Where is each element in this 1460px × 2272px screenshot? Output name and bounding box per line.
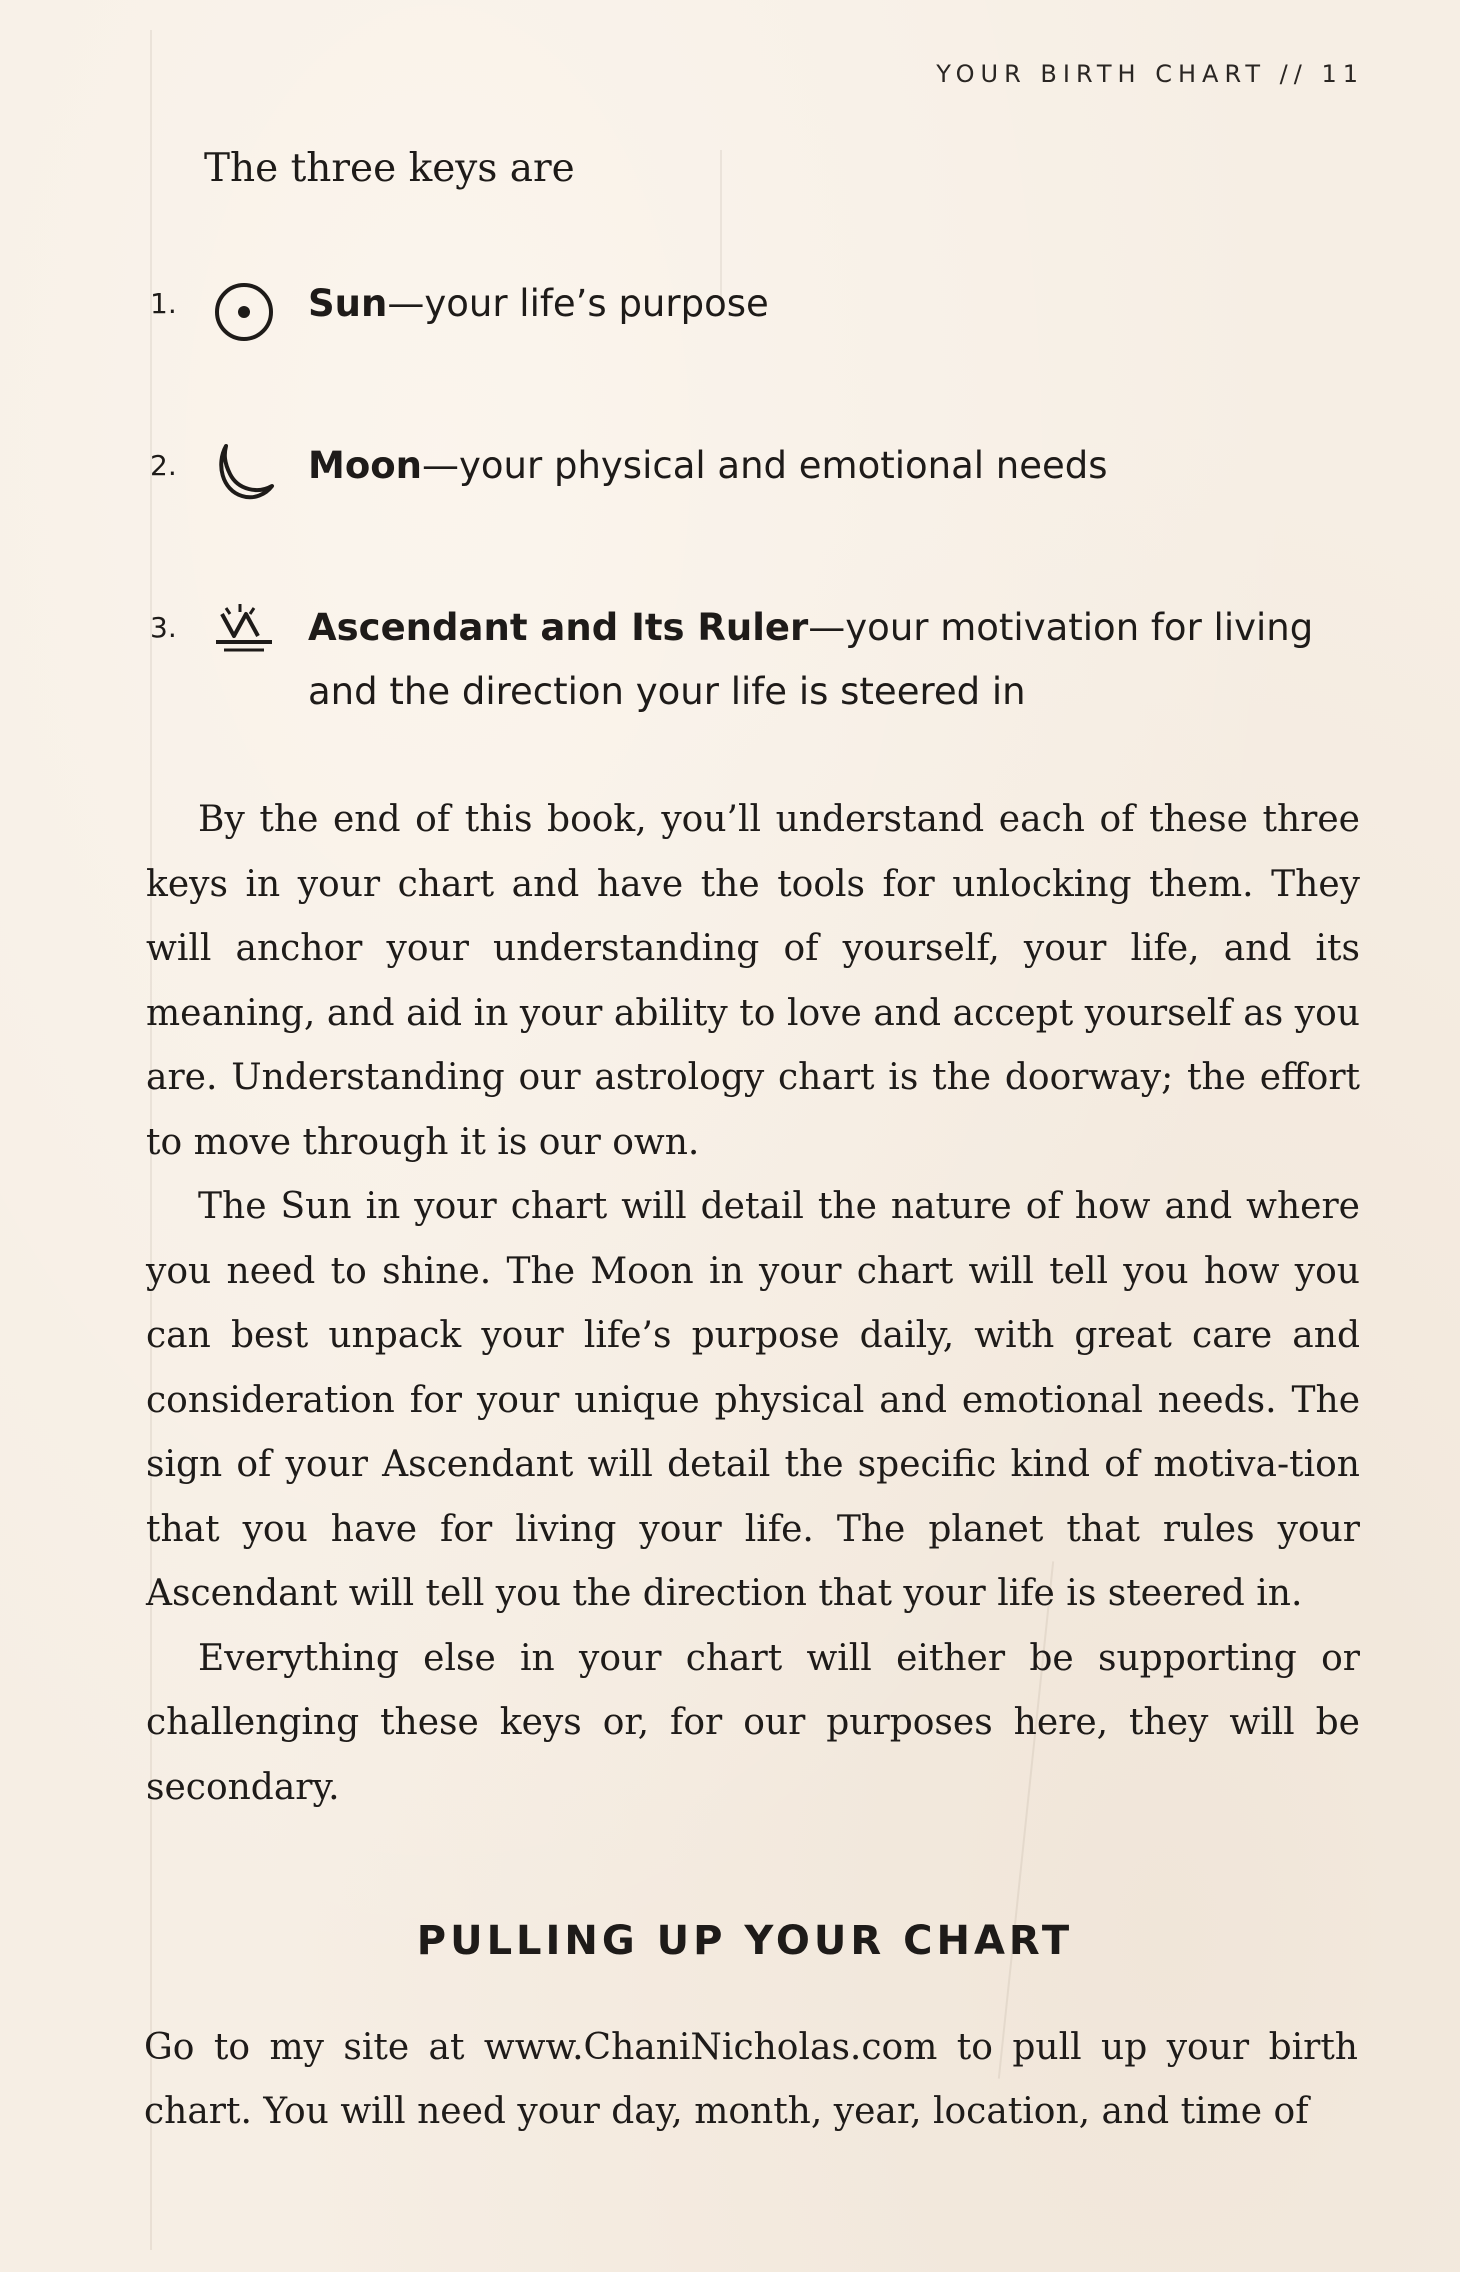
intro-text: The three keys are xyxy=(204,146,575,191)
moon-icon xyxy=(212,440,276,504)
key-term: Sun xyxy=(308,282,388,325)
key-text xyxy=(308,434,1368,498)
section-paragraph: Go to my site at www.ChaniNicholas.com to pull up your birth chart. You will need your day, month, year, location, and time of xyxy=(144,2027,1358,2132)
paragraph: The Sun in your chart will detail the nature of how and where you need to shine. The Moon in your chart will tell you how you can best unpack your life’s purpose daily, with great care and consideration for your unique physical and emotional needs. The sign of your Ascendant will detail the specific kind of motiva-tion that you have for living your life. The planet that rules your Ascendant will tell you the direction that your life is steered in. xyxy=(146,1186,1360,1614)
key-number: 2. xyxy=(150,449,177,482)
key-item-ascendant xyxy=(150,596,1360,726)
key-number: 3. xyxy=(150,611,177,644)
key-desc: —your physical and emotional needs xyxy=(422,444,1108,487)
key-term: Ascendant and Its Ruler xyxy=(308,606,809,649)
key-item-sun xyxy=(150,272,1360,342)
body-text xyxy=(146,788,1360,1820)
key-text xyxy=(308,596,1368,724)
paragraph: By the end of this book, you’ll understand each of these three keys in your chart and have the tools for unlocking them. They will anchor your understanding of yourself, your life, and its meaning, and aid in your ability to love and accept yourself as you are. Understanding our astrology chart is the doorway; the effort to move through it is our own. xyxy=(146,799,1360,1163)
key-number: 1. xyxy=(150,287,177,320)
sun-icon xyxy=(212,280,276,344)
running-head: YOUR BIRTH CHART // 11 xyxy=(936,60,1364,88)
key-text xyxy=(308,272,1368,336)
key-item-moon xyxy=(150,434,1360,504)
ascendant-icon xyxy=(212,600,276,664)
section-heading: PULLING UP YOUR CHART xyxy=(416,1918,1074,1964)
key-desc: —your motivation for living and the direction your life is steered in xyxy=(308,606,1314,713)
key-desc: —your life’s purpose xyxy=(387,282,769,325)
key-term: Moon xyxy=(308,444,422,487)
paragraph: Everything else in your chart will either be supporting or challenging these keys or, for our purposes here, they will be secondary. xyxy=(146,1637,1360,1808)
